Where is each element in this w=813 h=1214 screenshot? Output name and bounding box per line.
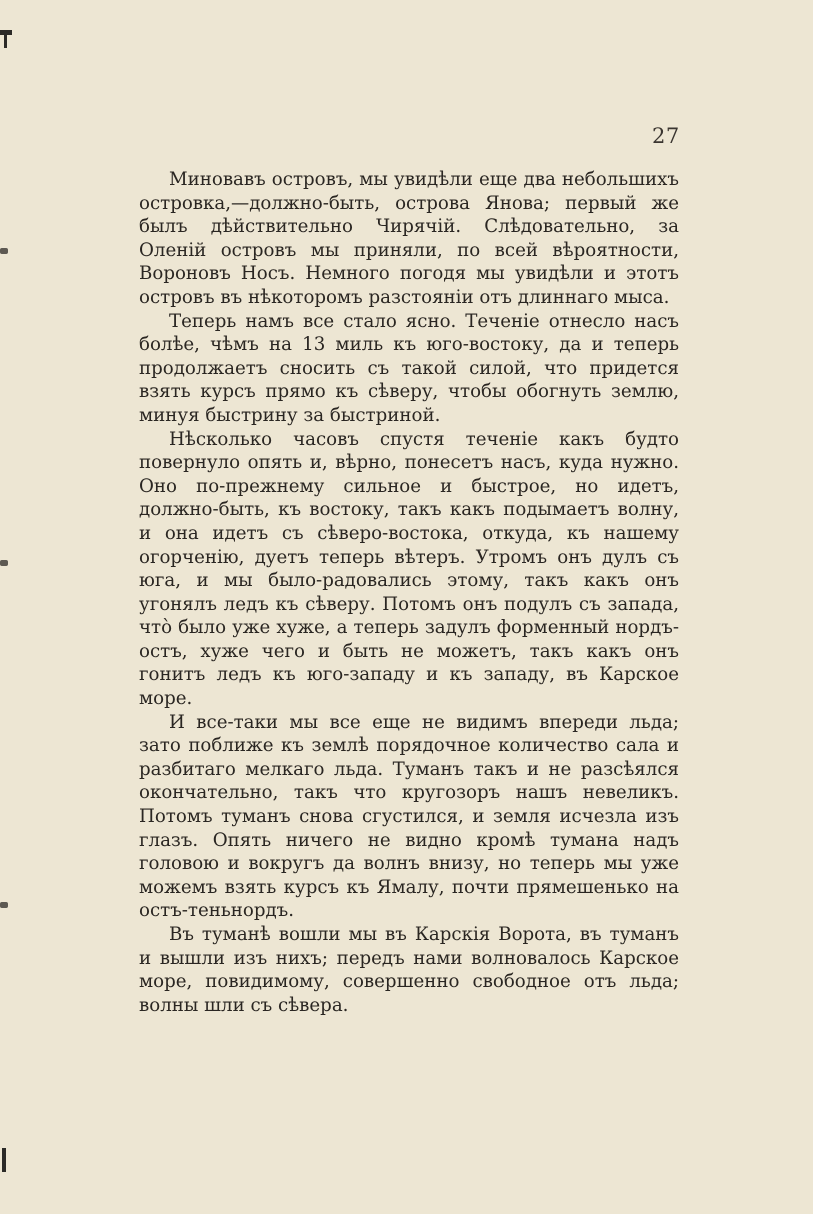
paragraph: Миновавъ островъ, мы увидѣли еще два небольшихъ островка,—должно-быть, острова Янова; первый же былъ дѣйствительно Чирячій. Слѣдовательно, за Оленій островъ мы приняли, по всей вѣроятности, Вороновъ Носъ. Немного погодя мы увидѣли и этотъ островъ въ нѣкоторомъ разстояніи отъ длиннаго мыса. bbox=[139, 169, 679, 308]
paragraph: Въ туманѣ вошли мы въ Карскія Ворота, въ туманъ и вышли изъ нихъ; передъ нами волновалось Карское море, повидимому, совершенно свободное отъ льда; волны шли съ сѣвера. bbox=[139, 924, 679, 1016]
binding-mark-edge bbox=[0, 248, 8, 254]
paragraph: И все-таки мы все еще не видимъ впереди льда; зато поближе къ землѣ порядочное количество сала и разбитаго мелкаго льда. Туманъ такъ и не разсѣялся окончательно, такъ что кругозоръ нашъ невеликъ. Потомъ туманъ снова сгустился, и земля исчезла изъ глазъ. Опять ничего не видно кромѣ тумана надъ головою и вокругъ да волнъ внизу, но теперь мы уже можемъ взять курсъ къ Ямалу, почти прямешенько на остъ-теньнордъ. bbox=[139, 711, 679, 922]
binding-mark-top-stem bbox=[4, 30, 7, 48]
paragraph: Теперь намъ все стало ясно. Теченіе отнесло насъ болѣе, чѣмъ на 13 миль къ юго-востоку, да и теперь продолжаетъ сносить съ такой силой, что придется взять курсъ прямо къ сѣверу, чтобы обогнуть землю, минуя быстрину за быстриной. bbox=[139, 310, 679, 426]
binding-mark-edge bbox=[0, 902, 8, 908]
binding-mark-bottom bbox=[2, 1148, 6, 1172]
page-number: 27 bbox=[652, 124, 680, 148]
body-text bbox=[139, 168, 679, 1017]
paragraph: Нѣсколько часовъ спустя теченіе какъ будто повернуло опять и, вѣрно, понесетъ насъ, куда нужно. Оно по-прежнему сильное и быстрое, но идетъ, должно-быть, къ востоку, такъ какъ подымаетъ волну, и она идетъ съ сѣверо-востока, откуда, къ нашему огорченію, дуетъ теперь вѣтеръ. Утромъ онъ дулъ съ юга, и мы было-радовались этому, такъ какъ онъ угонялъ ледъ къ сѣверу. Потомъ онъ подулъ съ запада, что̀ было уже хуже, а теперь задулъ форменный нордъ-остъ, хуже чего и быть не можетъ, такъ какъ онъ гонитъ ледъ къ юго-западу и къ западу, въ Карское море. bbox=[139, 428, 679, 710]
binding-mark-edge bbox=[0, 560, 8, 566]
